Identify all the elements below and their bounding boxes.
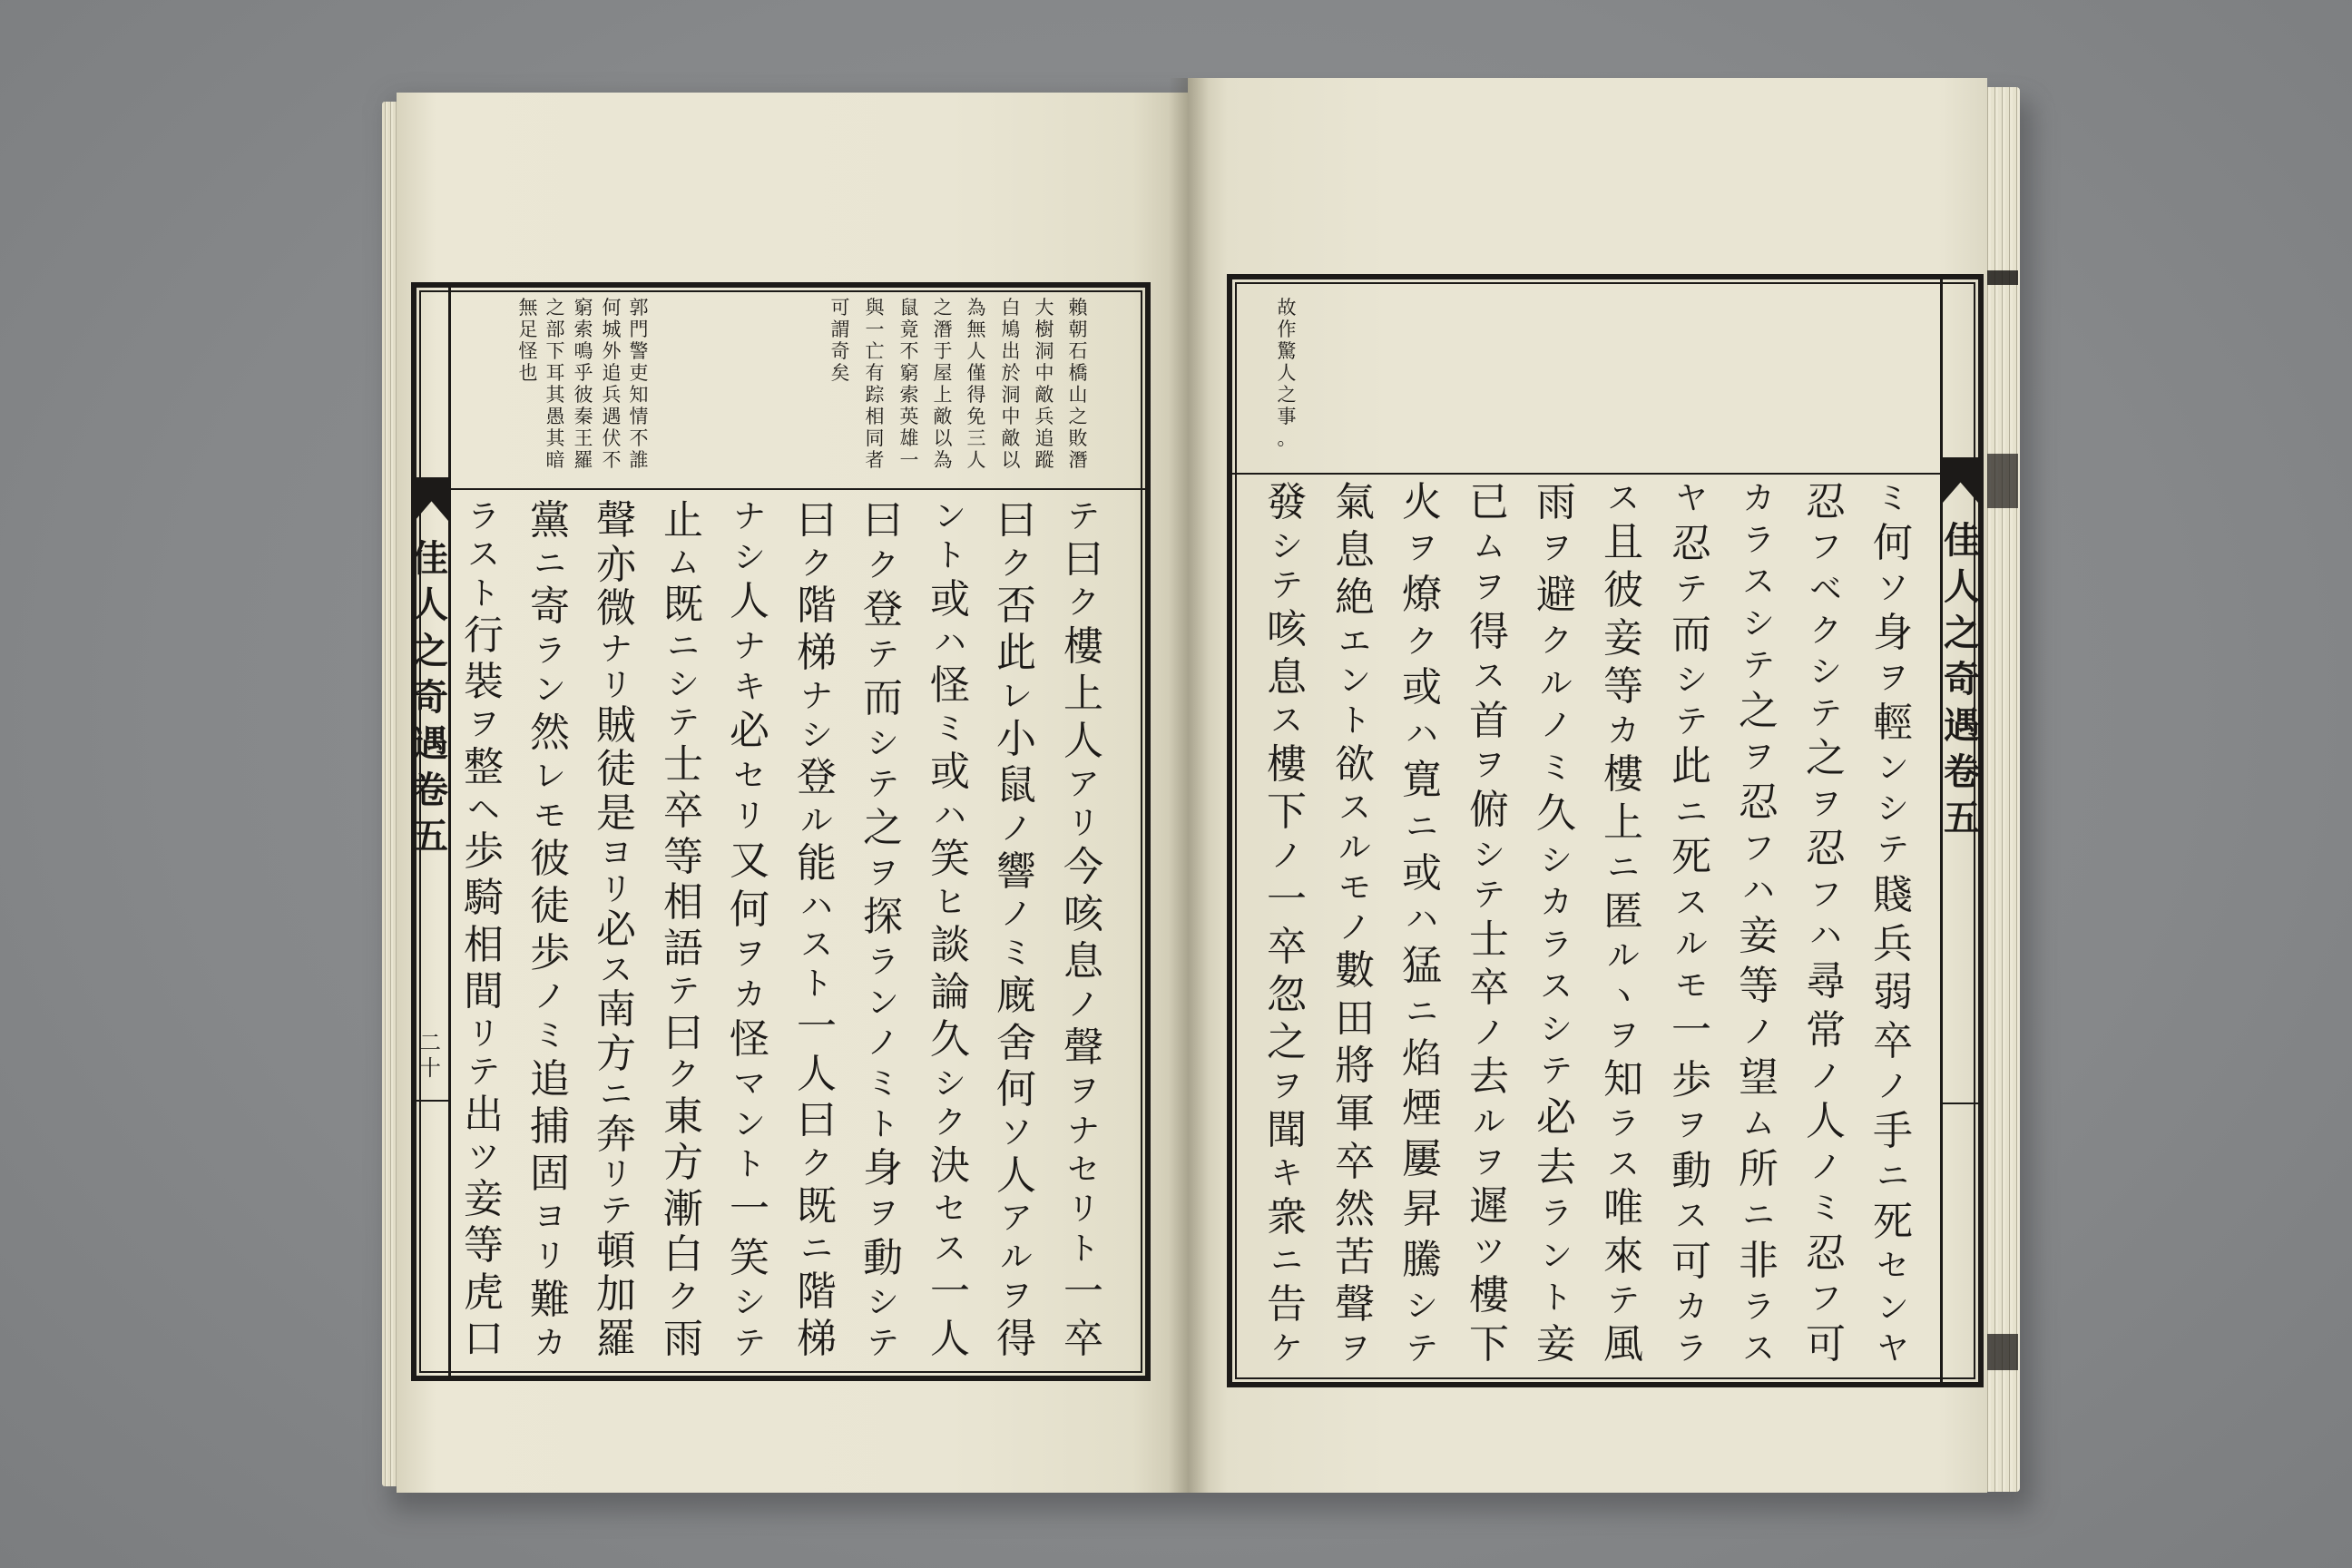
left-body-column: ン ト 或 ハ 怪 ミ 或 ハ 笑 ヒ 談 論 久 シ ク 決 セ ス 一 人 <box>930 498 970 1362</box>
left-headnote-column: 為 無 人 僅 得 免 三 人 <box>966 297 986 471</box>
right-page-edges <box>1984 87 2020 1492</box>
left-headnote-column: 大 樹 洞 中 敵 兵 追 蹤 <box>1034 297 1054 471</box>
right-margin-rule <box>1943 1102 1979 1104</box>
left-body-column: ラ ス ト 行 裝 ヲ 整 ヘ 歩 騎 相 間 リ テ 出 ツ 妾 等 虎 口 <box>464 498 504 1362</box>
left-body-column: 止 ム 既 ニ シ テ 士 卒 等 相 語 テ 曰 ク 東 方 漸 白 ク 雨 <box>663 497 703 1362</box>
right-body-column: ヤ 忍 テ 而 シ テ 此 ニ 死 ス ル モ 一 歩 ヲ 動 ス 可 カ ラ <box>1671 480 1711 1367</box>
left-body-column: 曰 ク 否 此 レ 小 鼠 ノ 響 ノ ミ 廐 舍 何 ソ 人 ア ル ヲ 得 <box>996 497 1036 1362</box>
left-body-column: 黨 ニ 寄 ラ ン 然 レ モ 彼 徒 歩 ノ ミ 追 捕 固 ヨ リ 難 カ <box>530 497 570 1362</box>
left-headnote-column: 之 部 下 耳 其 愚 其 暗 <box>545 297 565 471</box>
left-body-column: テ 曰 ク 樓 上 人 ア リ 今 咳 息 ノ 聲 ヲ ナ セ リ ト 一 卒 <box>1063 498 1103 1362</box>
right-body-column: 忍 フ ベ ク シ テ 之 ヲ 忍 フ ハ 尋 常 ノ 人 ノ ミ 忍 フ 可 <box>1806 479 1846 1367</box>
right-body-column: 火 ヲ 燎 ク 或 ハ 寛 ニ 或 ハ 猛 ニ 焰 煙 屢 昇 騰 シ テ <box>1402 479 1442 1367</box>
left-body-column: 聲 亦 微 ナ リ 賊 徒 是 ヨ リ 必 ス 南 方 ニ 奔 リ テ 頓 加 羅 <box>596 497 636 1362</box>
right-headnote-divider <box>1227 473 1942 475</box>
right-body-column: ミ 何 ソ 身 ヲ 輕 ン シ テ 賤 兵 弱 卒 ノ 手 ニ 死 セ ン ヤ <box>1873 480 1913 1367</box>
left-headnote-column: 白 鳩 出 於 洞 中 敵 以 <box>1001 297 1021 471</box>
left-headnote-column: 可 謂 奇 矣 <box>830 297 850 384</box>
left-headnote-divider <box>448 488 1151 490</box>
edge-ink-mark <box>1987 1334 2018 1370</box>
left-margin-rule <box>414 1100 448 1102</box>
left-headnote-column: 窮 索 鳴 乎 彼 秦 王 羅 <box>573 297 593 471</box>
edge-ink-mark <box>1987 454 2018 508</box>
book-gutter-fold <box>1169 78 1209 1493</box>
left-body-column: 曰 ク 登 テ 而 シ テ 之 ヲ 探 ラ ン ノ ミ ト 身 ヲ 動 シ テ <box>863 497 903 1362</box>
left-body-column: 曰 ク 階 梯 ナ シ 登 ル 能 ハ ス ト 一 人 曰 ク 既 ニ 階 梯 <box>797 497 837 1362</box>
left-headnote-column: 之 潛 于 屋 上 敵 以 為 <box>933 297 953 471</box>
edge-ink-mark <box>1987 270 2018 285</box>
right-body-column: ス 且 彼 妾 等 カ 樓 上 ニ 匿 ル ヽ ヲ 知 ラ ス 唯 來 テ 風 <box>1603 480 1643 1367</box>
right-headnote-column: 故 作 驚 人 之 事 。 <box>1277 297 1297 449</box>
left-body-column: ナ シ 人 ナ キ 必 セ リ 又 何 ヲ カ 怪 マ ン ト 一 笑 シ テ <box>730 498 769 1362</box>
left-headnote-column: 賴 朝 石 橋 山 之 敗 潛 <box>1068 297 1088 471</box>
right-margin-title: 佳 人 之 奇 遇 卷 五 <box>1944 519 1980 839</box>
left-headnote-column: 與 一 亡 有 踪 相 同 者 <box>865 297 885 471</box>
left-headnote-column: 鼠 竟 不 窮 索 英 雄 一 <box>899 297 919 471</box>
right-body-column: 氣 息 絶 エ ン ト 欲 ス ル モ ノ 數 田 將 軍 卒 然 苦 聲 ヲ <box>1335 479 1375 1367</box>
left-headnote-column: 何 城 外 追 兵 遇 伏 不 <box>602 297 622 471</box>
left-page-number: 二 十 <box>419 1030 441 1081</box>
left-margin-title: 佳 人 之 奇 遇 卷 五 <box>412 537 448 858</box>
right-body-column: 已 ム ヲ 得 ス 首 ヲ 俯 シ テ 士 卒 ノ 去 ル ヲ 遲 ツ 樓 下 <box>1469 479 1509 1367</box>
left-headnote-column: 郭 門 警 吏 知 情 不 誰 <box>629 297 649 471</box>
right-body-column: 發 シ テ 咳 息 ス 樓 下 ノ 一 卒 忽 之 ヲ 聞 キ 衆 ニ 告 ケ <box>1267 479 1307 1367</box>
right-body-column: カ ラ ス シ テ 之 ヲ 忍 フ ハ 妾 等 ノ 望 ム 所 ニ 非 ラ ス <box>1739 480 1779 1367</box>
left-headnote-column: 無 足 怪 也 <box>518 297 538 384</box>
right-body-column: 雨 ヲ 避 ク ル ノ ミ 久 シ カ ラ ス シ テ 必 去 ラ ン ト 妾 <box>1536 479 1576 1367</box>
